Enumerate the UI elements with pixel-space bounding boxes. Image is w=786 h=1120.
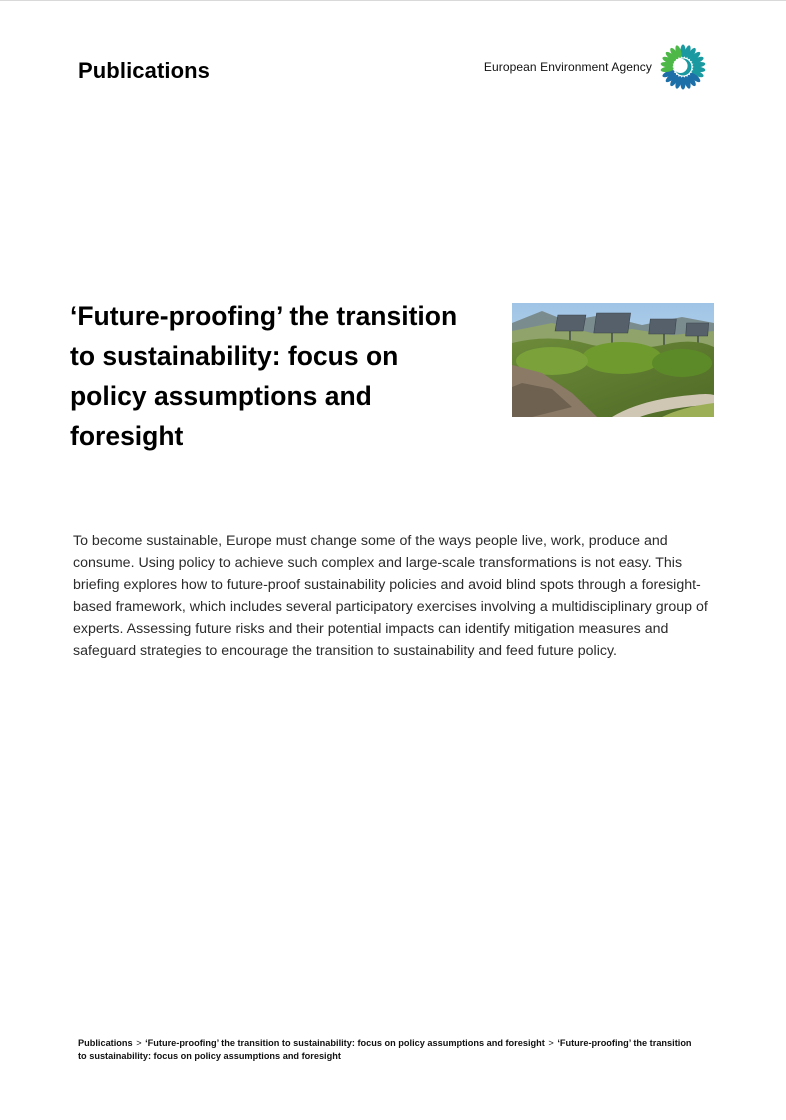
top-divider — [0, 0, 786, 1]
breadcrumb-separator: > — [548, 1038, 554, 1048]
eea-sun-logo-icon — [658, 42, 708, 92]
agency-brand[interactable] — [484, 42, 708, 92]
summary-paragraph: To become sustainable, Europe must change some of the ways people live, work, produce and consume. Using policy to achieve such complex and large-scale transformations is not easy. This briefing explores how to future-proof sustainability policies and avoid blind spots through a foresight-based framework, which includes several participatory exercises involving a multidisciplinary group of experts. Assessing future risks and their potential impacts can identify mitigation measures and safeguard strategies to encourage the transition to sustainability and feed future policy. — [73, 533, 708, 659]
breadcrumb-separator: > — [136, 1038, 142, 1048]
breadcrumb-item-current: ‘Future-proofing’ the transition to sustainability: focus on policy assumptions and foresight — [78, 1038, 692, 1061]
breadcrumb — [78, 1037, 698, 1062]
logo-crescent-cut — [673, 59, 687, 73]
section-title[interactable]: Publications — [78, 58, 210, 83]
breadcrumb-item-briefing[interactable]: ‘Future-proofing’ the transition to sustainability: focus on policy assumptions and foresight — [145, 1038, 545, 1048]
solar-panels-landscape-image — [512, 303, 714, 417]
agency-name: European Environment Agency — [483, 60, 652, 74]
page-title: ‘Future-proofing’ the transition to sustainability: focus on policy assumptions and foresight — [70, 301, 458, 451]
breadcrumb-item-publications[interactable]: Publications — [78, 1038, 133, 1048]
